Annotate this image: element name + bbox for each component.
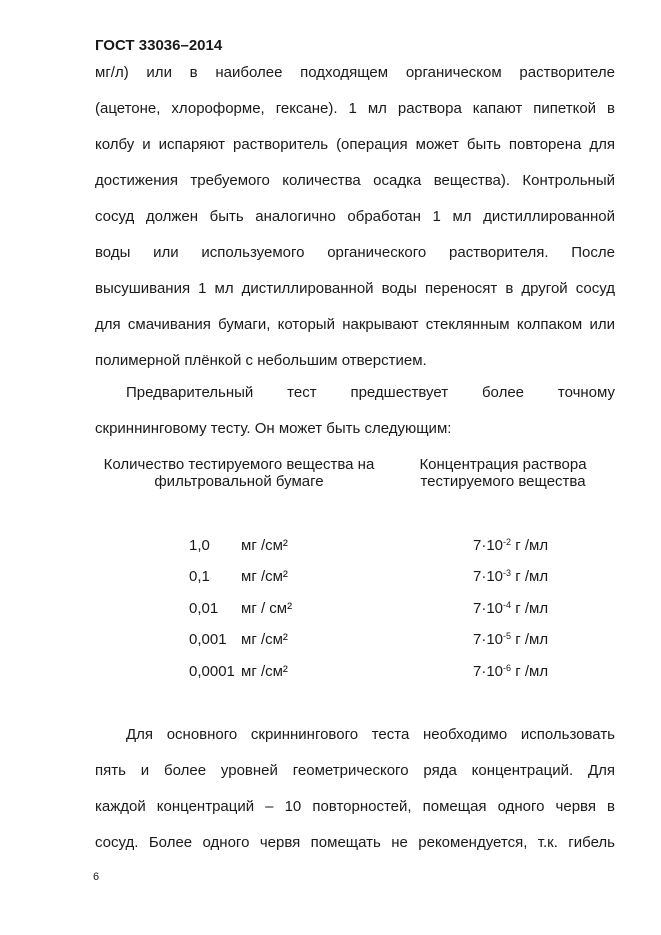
paragraph-line: сосуд. Более одного червя помещать не рекомендуется, т.к. гибель [95, 834, 615, 851]
quantity-value: 0,001 [189, 631, 227, 648]
paragraph-line: полимерной плёнкой с небольшим отверстием. [95, 352, 427, 369]
concentration-unit: г /мл [511, 537, 549, 554]
concentration-unit: г /мл [511, 663, 549, 680]
concentration-value [473, 631, 548, 648]
concentration-base: 7·10 [473, 663, 504, 680]
quantity-unit: мг /см² [241, 631, 288, 648]
quantity-unit: мг /см² [241, 537, 288, 554]
paragraph-3 [95, 717, 615, 861]
paragraph-line: Предварительный тест предшествует более точному [126, 384, 615, 401]
table-row [0, 631, 661, 651]
concentration-value [473, 663, 548, 680]
concentration-base: 7·10 [473, 600, 504, 617]
paragraph-line: пять и более уровней геометрического ряда концентраций. Для [95, 762, 615, 779]
paragraph-line: скриннинговому тесту. Он может быть следующим: [95, 420, 452, 437]
document-header: ГОСТ 33036–2014 [95, 37, 223, 54]
paragraph-line: колбу и испаряют растворитель (операция может быть повторена для [95, 136, 615, 153]
paragraph-line: каждой концентраций – 10 повторностей, помещая одного червя в [95, 798, 615, 815]
quantity-unit: мг / см² [241, 600, 293, 617]
concentration-value [473, 537, 548, 554]
concentration-unit: г /мл [511, 568, 549, 585]
concentration-exponent: -6 [503, 663, 512, 673]
paragraph-line: сосуд должен быть аналогично обработан 1 мл дистиллированной [95, 208, 615, 225]
concentration-exponent: -3 [503, 568, 512, 578]
table-row [0, 537, 661, 557]
concentration-base: 7·10 [473, 631, 504, 648]
table-row [0, 568, 661, 588]
paragraph-line: (ацетоне, хлороформе, гексане). 1 мл раствора капают пипеткой в [95, 100, 615, 117]
quantity-value: 0,0001 [189, 663, 235, 680]
quantity-unit: мг /см² [241, 568, 288, 585]
paragraph-line: мг/л) или в наиболее подходящем органическом растворителе [95, 64, 615, 81]
page-number: 6 [93, 871, 100, 883]
table-row [0, 600, 661, 620]
concentration-exponent: -4 [503, 600, 512, 610]
paragraph-line: высушивания 1 мл дистиллированной воды переносят в другой сосуд [95, 280, 615, 297]
concentration-unit: г /мл [511, 631, 549, 648]
concentration-base: 7·10 [473, 568, 504, 585]
table-header-quantity: Количество тестируемого вещества на фильтровальной бумаге [103, 456, 375, 490]
paragraph-line: Для основного скриннингового теста необходимо использовать [126, 726, 615, 743]
concentration-exponent: -5 [503, 631, 512, 641]
table-header-concentration: Концентрация раствора тестируемого вещества [419, 456, 587, 490]
paragraph-line: воды или используемого органического растворителя. После [95, 244, 615, 261]
concentration-exponent: -2 [503, 537, 512, 547]
quantity-value: 0,1 [189, 568, 210, 585]
concentration-value [473, 600, 548, 617]
table-row [0, 663, 661, 683]
quantity-value: 1,0 [189, 537, 210, 554]
concentration-base: 7·10 [473, 537, 504, 554]
paragraph-line: достижения требуемого количества осадка вещества). Контрольный [95, 172, 615, 189]
quantity-value: 0,01 [189, 600, 219, 617]
concentration-unit: г /мл [511, 600, 549, 617]
paragraph-2 [95, 375, 615, 447]
concentration-value [473, 568, 548, 585]
quantity-unit: мг /см² [241, 663, 288, 680]
paragraph-line: для смачивания бумаги, который накрывают стеклянным колпаком или [95, 316, 615, 333]
paragraph-1 [95, 55, 615, 379]
